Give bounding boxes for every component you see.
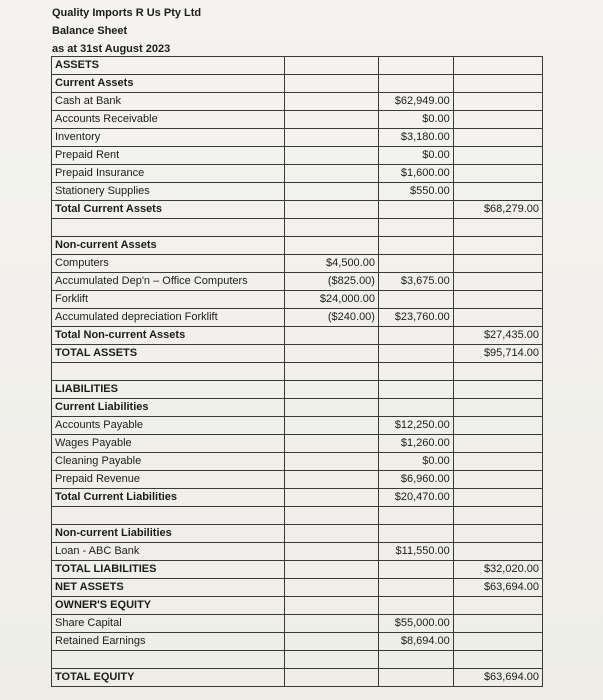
row-label-cell — [52, 507, 285, 525]
row-label-cell: Prepaid Rent — [52, 147, 285, 165]
amount-cell-c3 — [453, 399, 542, 417]
amount-cell-c2 — [378, 237, 453, 255]
table-row — [52, 579, 543, 597]
amount-cell-c3 — [453, 381, 542, 399]
row-label-cell: Cash at Bank — [52, 93, 285, 111]
row-label-cell: Accounts Payable — [52, 417, 285, 435]
row-label-cell: Loan - ABC Bank — [52, 543, 285, 561]
amount-cell-c2: $62,949.00 — [378, 93, 453, 111]
sheet-header — [52, 4, 201, 58]
table-row — [52, 129, 543, 147]
amount-cell-c3 — [453, 237, 542, 255]
table-row — [52, 183, 543, 201]
amount-cell-c3 — [453, 651, 542, 669]
amount-cell-c3 — [453, 363, 542, 381]
row-label-cell: Share Capital — [52, 615, 285, 633]
amount-cell-c3: $27,435.00 — [453, 327, 542, 345]
amount-cell-c3 — [453, 129, 542, 147]
amount-cell-c1 — [284, 579, 378, 597]
row-label-cell — [52, 651, 285, 669]
amount-cell-c3 — [453, 435, 542, 453]
table-row — [52, 669, 543, 687]
row-label-cell: Total Current Liabilities — [52, 489, 285, 507]
table-row — [52, 381, 543, 399]
amount-cell-c2: $11,550.00 — [378, 543, 453, 561]
amount-cell-c3: $63,694.00 — [453, 579, 542, 597]
table-row — [52, 597, 543, 615]
row-label-cell: OWNER'S EQUITY — [52, 597, 285, 615]
amount-cell-c1 — [284, 543, 378, 561]
amount-cell-c3 — [453, 219, 542, 237]
amount-cell-c3 — [453, 273, 542, 291]
amount-cell-c1 — [284, 345, 378, 363]
amount-cell-c1 — [284, 471, 378, 489]
amount-cell-c2: $12,250.00 — [378, 417, 453, 435]
amount-cell-c1 — [284, 363, 378, 381]
amount-cell-c2 — [378, 507, 453, 525]
table-row — [52, 435, 543, 453]
amount-cell-c2: $3,675.00 — [378, 273, 453, 291]
row-label-cell: ASSETS — [52, 57, 285, 75]
table-row — [52, 165, 543, 183]
table-row — [52, 147, 543, 165]
table-row — [52, 471, 543, 489]
row-label-cell: Accumulated Dep'n – Office Computers — [52, 273, 285, 291]
amount-cell-c1 — [284, 129, 378, 147]
table-row — [52, 633, 543, 651]
amount-cell-c3: $63,694.00 — [453, 669, 542, 687]
table-row — [52, 327, 543, 345]
row-label-cell: Non-current Assets — [52, 237, 285, 255]
amount-cell-c3 — [453, 507, 542, 525]
amount-cell-c2 — [378, 327, 453, 345]
row-label-cell: Total Current Assets — [52, 201, 285, 219]
amount-cell-c1 — [284, 399, 378, 417]
amount-cell-c1: $24,000.00 — [284, 291, 378, 309]
row-label-cell: Non-current Liabilities — [52, 525, 285, 543]
amount-cell-c1 — [284, 111, 378, 129]
amount-cell-c2 — [378, 345, 453, 363]
table-row — [52, 489, 543, 507]
table-row — [52, 345, 543, 363]
amount-cell-c1 — [284, 507, 378, 525]
amount-cell-c1 — [284, 489, 378, 507]
amount-cell-c1 — [284, 219, 378, 237]
company-name: Quality Imports R Us Pty Ltd — [52, 7, 202, 19]
amount-cell-c3 — [453, 615, 542, 633]
amount-cell-c1 — [284, 183, 378, 201]
amount-cell-c2: $20,470.00 — [378, 489, 453, 507]
amount-cell-c2: $6,960.00 — [378, 471, 453, 489]
amount-cell-c3 — [453, 543, 542, 561]
amount-cell-c2: $550.00 — [378, 183, 453, 201]
amount-cell-c1 — [284, 327, 378, 345]
table-row — [52, 417, 543, 435]
amount-cell-c1 — [284, 93, 378, 111]
row-label-cell: NET ASSETS — [52, 579, 285, 597]
row-label-cell — [52, 363, 285, 381]
amount-cell-c1: $4,500.00 — [284, 255, 378, 273]
table-row — [52, 201, 543, 219]
amount-cell-c1 — [284, 561, 378, 579]
amount-cell-c1 — [284, 237, 378, 255]
amount-cell-c1 — [284, 651, 378, 669]
balance-sheet-table — [51, 56, 543, 687]
amount-cell-c1 — [284, 633, 378, 651]
row-label-cell: LIABILITIES — [52, 381, 285, 399]
amount-cell-c1 — [284, 417, 378, 435]
amount-cell-c1 — [284, 75, 378, 93]
row-label-cell: Wages Payable — [52, 435, 285, 453]
amount-cell-c2 — [378, 597, 453, 615]
amount-cell-c2 — [378, 57, 453, 75]
amount-cell-c1 — [284, 669, 378, 687]
amount-cell-c2 — [378, 561, 453, 579]
table-row — [52, 57, 543, 75]
amount-cell-c3 — [453, 111, 542, 129]
amount-cell-c2: $0.00 — [378, 147, 453, 165]
amount-cell-c1 — [284, 525, 378, 543]
table-row — [52, 93, 543, 111]
row-label-cell: Accumulated depreciation Forklift — [52, 309, 285, 327]
table-row — [52, 273, 543, 291]
amount-cell-c3 — [453, 255, 542, 273]
table-row — [52, 543, 543, 561]
row-label-cell: Stationery Supplies — [52, 183, 285, 201]
amount-cell-c2: $0.00 — [378, 111, 453, 129]
table-row — [52, 237, 543, 255]
amount-cell-c3 — [453, 57, 542, 75]
amount-cell-c3: $32,020.00 — [453, 561, 542, 579]
row-label-cell: Prepaid Insurance — [52, 165, 285, 183]
table-row — [52, 75, 543, 93]
amount-cell-c1 — [284, 57, 378, 75]
amount-cell-c2 — [378, 201, 453, 219]
row-label-cell: Current Assets — [52, 75, 285, 93]
table-row — [52, 219, 543, 237]
row-label-cell: Total Non-current Assets — [52, 327, 285, 345]
amount-cell-c1 — [284, 597, 378, 615]
row-label-cell: Prepaid Revenue — [52, 471, 285, 489]
row-label-cell: Accounts Receivable — [52, 111, 285, 129]
amount-cell-c2 — [378, 75, 453, 93]
amount-cell-c3 — [453, 525, 542, 543]
amount-cell-c2 — [378, 219, 453, 237]
amount-cell-c2: $55,000.00 — [378, 615, 453, 633]
amount-cell-c3 — [453, 75, 542, 93]
amount-cell-c3 — [453, 165, 542, 183]
amount-cell-c2: $1,600.00 — [378, 165, 453, 183]
amount-cell-c2: $1,260.00 — [378, 435, 453, 453]
amount-cell-c2: $3,180.00 — [378, 129, 453, 147]
amount-cell-c1 — [284, 453, 378, 471]
row-label-cell — [52, 219, 285, 237]
amount-cell-c2 — [378, 399, 453, 417]
amount-cell-c2 — [378, 291, 453, 309]
table-row — [52, 111, 543, 129]
table-row — [52, 507, 543, 525]
amount-cell-c3 — [453, 597, 542, 615]
row-label-cell: Cleaning Payable — [52, 453, 285, 471]
amount-cell-c1 — [284, 165, 378, 183]
amount-cell-c3 — [453, 309, 542, 327]
amount-cell-c3 — [453, 93, 542, 111]
row-label-cell: TOTAL EQUITY — [52, 669, 285, 687]
amount-cell-c1: ($825.00) — [284, 273, 378, 291]
amount-cell-c2: $0.00 — [378, 453, 453, 471]
amount-cell-c3 — [453, 417, 542, 435]
row-label-cell: Retained Earnings — [52, 633, 285, 651]
amount-cell-c2 — [378, 579, 453, 597]
table-row — [52, 363, 543, 381]
amount-cell-c2: $23,760.00 — [378, 309, 453, 327]
amount-cell-c3 — [453, 489, 542, 507]
amount-cell-c3: $95,714.00 — [453, 345, 542, 363]
report-title: Balance Sheet — [52, 25, 128, 37]
row-label-cell: Computers — [52, 255, 285, 273]
amount-cell-c1: ($240.00) — [284, 309, 378, 327]
amount-cell-c1 — [284, 615, 378, 633]
amount-cell-c1 — [284, 381, 378, 399]
amount-cell-c3 — [453, 633, 542, 651]
amount-cell-c2 — [378, 669, 453, 687]
row-label-cell: Forklift — [52, 291, 285, 309]
table-row — [52, 453, 543, 471]
report-date: as at 31st August 2023 — [52, 43, 171, 55]
table-row — [52, 561, 543, 579]
amount-cell-c1 — [284, 147, 378, 165]
amount-cell-c3 — [453, 183, 542, 201]
table-row — [52, 615, 543, 633]
amount-cell-c2 — [378, 651, 453, 669]
amount-cell-c2 — [378, 381, 453, 399]
row-label-cell: Inventory — [52, 129, 285, 147]
row-label-cell: TOTAL LIABILITIES — [52, 561, 285, 579]
table-row — [52, 291, 543, 309]
amount-cell-c3 — [453, 147, 542, 165]
table-row — [52, 525, 543, 543]
amount-cell-c2 — [378, 525, 453, 543]
amount-cell-c3 — [453, 453, 542, 471]
amount-cell-c3 — [453, 471, 542, 489]
amount-cell-c3: $68,279.00 — [453, 201, 542, 219]
amount-cell-c1 — [284, 201, 378, 219]
amount-cell-c2 — [378, 363, 453, 381]
table-row — [52, 309, 543, 327]
amount-cell-c3 — [453, 291, 542, 309]
amount-cell-c2: $8,694.00 — [378, 633, 453, 651]
table-row — [52, 651, 543, 669]
table-row — [52, 399, 543, 417]
table-row — [52, 255, 543, 273]
amount-cell-c1 — [284, 435, 378, 453]
row-label-cell: Current Liabilities — [52, 399, 285, 417]
row-label-cell: TOTAL ASSETS — [52, 345, 285, 363]
amount-cell-c2 — [378, 255, 453, 273]
